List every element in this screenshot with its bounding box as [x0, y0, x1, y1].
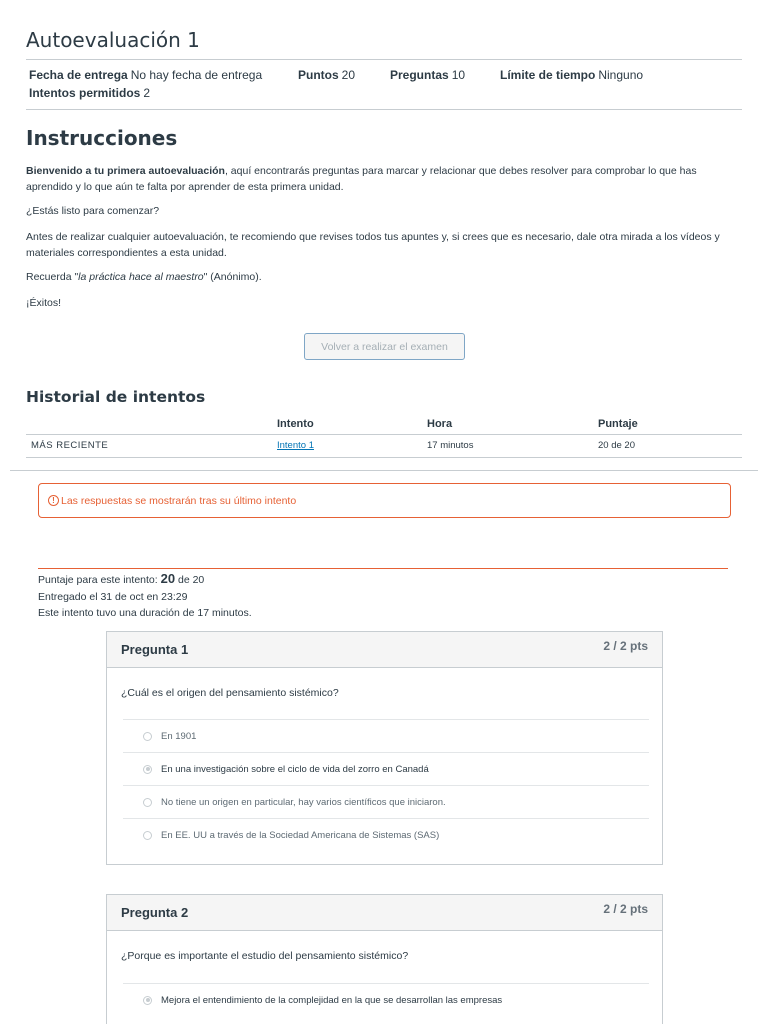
- meta-fecha-value: No hay fecha de entrega: [130, 68, 263, 82]
- question-title: Pregunta 1: [121, 642, 189, 657]
- answer-option-selected[interactable]: [123, 752, 649, 785]
- answers-alert: [38, 483, 731, 518]
- meta-limite-label: Límite de tiempo: [500, 68, 596, 82]
- meta-fecha: [29, 68, 262, 82]
- answer-option[interactable]: [123, 719, 649, 752]
- quote-suffix: " (Anónimo).: [203, 271, 262, 283]
- history-heading: Historial de intentos: [26, 388, 206, 406]
- instructions-paragraph-1: [26, 163, 746, 195]
- question-card: [106, 631, 663, 865]
- instructions-heading: Instrucciones: [26, 126, 178, 150]
- score-prefix: Puntaje para este intento:: [38, 574, 158, 586]
- meta-puntos-value: 20: [341, 68, 356, 82]
- meta-fecha-label: Fecha de entrega: [29, 68, 128, 82]
- answer-option[interactable]: [123, 785, 649, 818]
- warning-icon: !: [48, 495, 59, 506]
- page-title: Autoevaluación 1: [26, 28, 200, 52]
- history-row-time: 17 minutos: [427, 440, 474, 451]
- history-row-divider: [26, 457, 742, 458]
- answer-text: No tiene un origen en particular, hay varios científicos que iniciaron.: [161, 796, 446, 808]
- attempt-duration: Este intento tuvo una duración de 17 minutos.: [38, 607, 252, 619]
- meta-intentos: [29, 86, 150, 100]
- score-value: 20: [160, 571, 176, 586]
- answer-text: En 1901: [161, 730, 197, 742]
- answer-option[interactable]: [123, 818, 649, 851]
- question-text: ¿Porque es importante el estudio del pensamiento sistémico?: [121, 950, 409, 962]
- question-title: Pregunta 2: [121, 905, 189, 920]
- question-points: 2 / 2 pts: [603, 639, 648, 653]
- instructions-paragraph-3: Antes de realizar cualquier autoevaluación, te recomiendo que revises todos tus apuntes y, si crees que es necesario, dale otra mirada a los vídeos y materiales correspondientes a esta unidad.: [26, 231, 720, 259]
- instructions-paragraph-5: ¡Éxitos!: [26, 297, 62, 309]
- quote-italic: la práctica hace al maestro: [78, 271, 204, 283]
- alert-text: Las respuestas se mostrarán tras su último intento: [61, 494, 297, 507]
- history-col-hora: Hora: [427, 418, 453, 430]
- history-attempt-link[interactable]: Intento 1: [277, 440, 314, 451]
- question-header: [107, 895, 662, 931]
- history-col-intento: Intento: [277, 418, 314, 430]
- submitted-date: Entregado el 31 de oct en 23:29: [38, 591, 188, 603]
- quote-prefix: Recuerda ": [26, 271, 79, 283]
- submission-divider: [38, 568, 728, 569]
- radio-icon[interactable]: [143, 798, 152, 807]
- meta-limite-value: Ninguno: [598, 68, 644, 82]
- meta-intentos-label: Intentos permitidos: [29, 86, 141, 100]
- history-row-score: 20 de 20: [598, 440, 635, 451]
- history-row-label: MÁS RECIENTE: [31, 440, 109, 451]
- question-points: 2 / 2 pts: [603, 902, 648, 916]
- answer-text: En EE. UU a través de la Sociedad Americana de Sistemas (SAS): [161, 829, 440, 841]
- meta-preguntas: [390, 68, 465, 82]
- radio-selected-icon[interactable]: [143, 765, 152, 774]
- score-summary: [38, 571, 204, 586]
- question-card: [106, 894, 663, 1024]
- answer-option-selected[interactable]: [123, 983, 649, 1016]
- radio-icon[interactable]: [143, 831, 152, 840]
- instructions-text: , aquí encontrarás preguntas para marcar y relacionar que debes resolver para comprobar lo que has aprendido y lo que aún te falta por aprender de esta primera unidad.: [26, 165, 697, 193]
- retake-quiz-button[interactable]: Volver a realizar el examen: [304, 333, 465, 360]
- history-col-puntaje: Puntaje: [598, 418, 638, 430]
- meta-puntos: [298, 68, 355, 82]
- instructions-bold: Bienvenido a tu primera autoevaluación: [26, 165, 225, 177]
- meta-puntos-label: Puntos: [298, 68, 339, 82]
- question-header: [107, 632, 662, 668]
- instructions-paragraph-2: ¿Estás listo para comenzar?: [26, 205, 160, 217]
- divider: [26, 109, 742, 110]
- meta-limite: [500, 68, 643, 82]
- meta-preguntas-label: Preguntas: [390, 68, 449, 82]
- radio-icon[interactable]: [143, 732, 152, 741]
- answer-text: En una investigación sobre el ciclo de vida del zorro en Canadá: [161, 763, 429, 775]
- answer-text: Mejora el entendimiento de la complejidad en la que se desarrollan las empresas: [161, 994, 503, 1006]
- history-header-divider: [26, 434, 742, 435]
- instructions-paragraph-4: [26, 269, 746, 285]
- score-suffix: de 20: [177, 574, 205, 586]
- radio-selected-icon[interactable]: [143, 996, 152, 1005]
- question-text: ¿Cuál es el origen del pensamiento sistémico?: [121, 687, 339, 699]
- meta-preguntas-value: 10: [451, 68, 466, 82]
- divider: [26, 59, 742, 60]
- meta-intentos-value: 2: [143, 86, 151, 100]
- divider: [10, 470, 758, 471]
